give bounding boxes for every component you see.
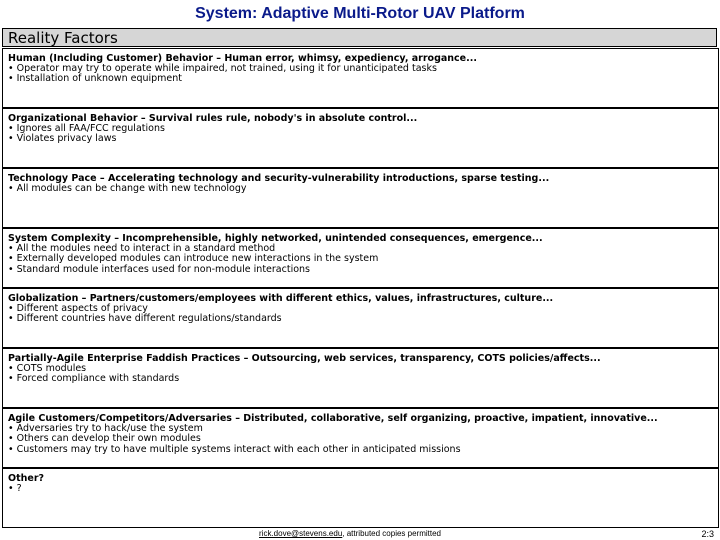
factor-bullet: • All modules can be change with new technology <box>8 184 718 194</box>
factor-heading: Technology Pace – Accelerating technology and security-vulnerability introductions, sparse testing... <box>8 173 550 184</box>
factor-box-human <box>2 48 719 108</box>
factor-bullet: • Different countries have different regulations/standards <box>8 314 718 324</box>
factor-bullet: • Forced compliance with standards <box>8 374 718 384</box>
email-link[interactable]: rick.dove@stevens.edu <box>259 529 343 538</box>
footer-attribution <box>259 529 441 538</box>
factor-box-enterprise-practices <box>2 348 719 408</box>
page-number: 2:3 <box>701 529 714 539</box>
factor-bullet: • COTS modules <box>8 364 718 374</box>
factor-box-globalization <box>2 288 719 348</box>
factor-bullet: • Different aspects of privacy <box>8 304 718 314</box>
page-title: System: Adaptive Multi-Rotor UAV Platform <box>195 5 525 22</box>
factor-bullet: • Ignores all FAA/FCC regulations <box>8 124 718 134</box>
factor-heading: Organizational Behavior – Survival rules rule, nobody's in absolute control... <box>8 113 418 124</box>
factor-bullet: • Externally developed modules can introduce new interactions in the system <box>8 254 718 264</box>
factor-bullet: • Customers may try to have multiple systems interact with each other in anticipated missions <box>8 445 718 455</box>
factor-bullet: • All the modules need to interact in a standard method <box>8 244 718 254</box>
factor-bullet: • ? <box>8 484 718 494</box>
factor-box-system-complexity <box>2 228 719 288</box>
factor-heading: System Complexity – Incomprehensible, highly networked, unintended consequences, emergence... <box>8 233 543 244</box>
factor-heading: Partially-Agile Enterprise Faddish Practices – Outsourcing, web services, transparency, COTS policies/affects... <box>8 353 601 364</box>
factor-box-technology-pace <box>2 168 719 228</box>
factor-bullet: • Installation of unknown equipment <box>8 74 718 84</box>
section-header-label: Reality Factors <box>8 29 118 47</box>
factor-heading: Agile Customers/Competitors/Adversaries – Distributed, collaborative, self organizing, proactive, impatient, innovative... <box>8 413 658 424</box>
factor-bullet: • Others can develop their own modules <box>8 434 718 444</box>
factor-bullet: • Violates privacy laws <box>8 134 718 144</box>
factor-box-other <box>2 468 719 528</box>
factor-bullet: • Operator may try to operate while impaired, not trained, using it for unanticipated tasks <box>8 64 718 74</box>
section-header <box>2 28 717 47</box>
factor-heading: Globalization – Partners/customers/employees with different ethics, values, infrastructures, culture... <box>8 293 554 304</box>
footer-note: , attributed copies permitted <box>342 529 441 538</box>
factor-heading: Other? <box>8 473 45 484</box>
factor-heading: Human (Including Customer) Behavior – Human error, whimsy, expediency, arrogance... <box>8 53 477 64</box>
factor-box-agile-adversaries <box>2 408 719 468</box>
factor-bullet: • Adversaries try to hack/use the system <box>8 424 718 434</box>
factor-box-organizational <box>2 108 719 168</box>
factor-bullet: • Standard module interfaces used for non-module interactions <box>8 265 718 275</box>
